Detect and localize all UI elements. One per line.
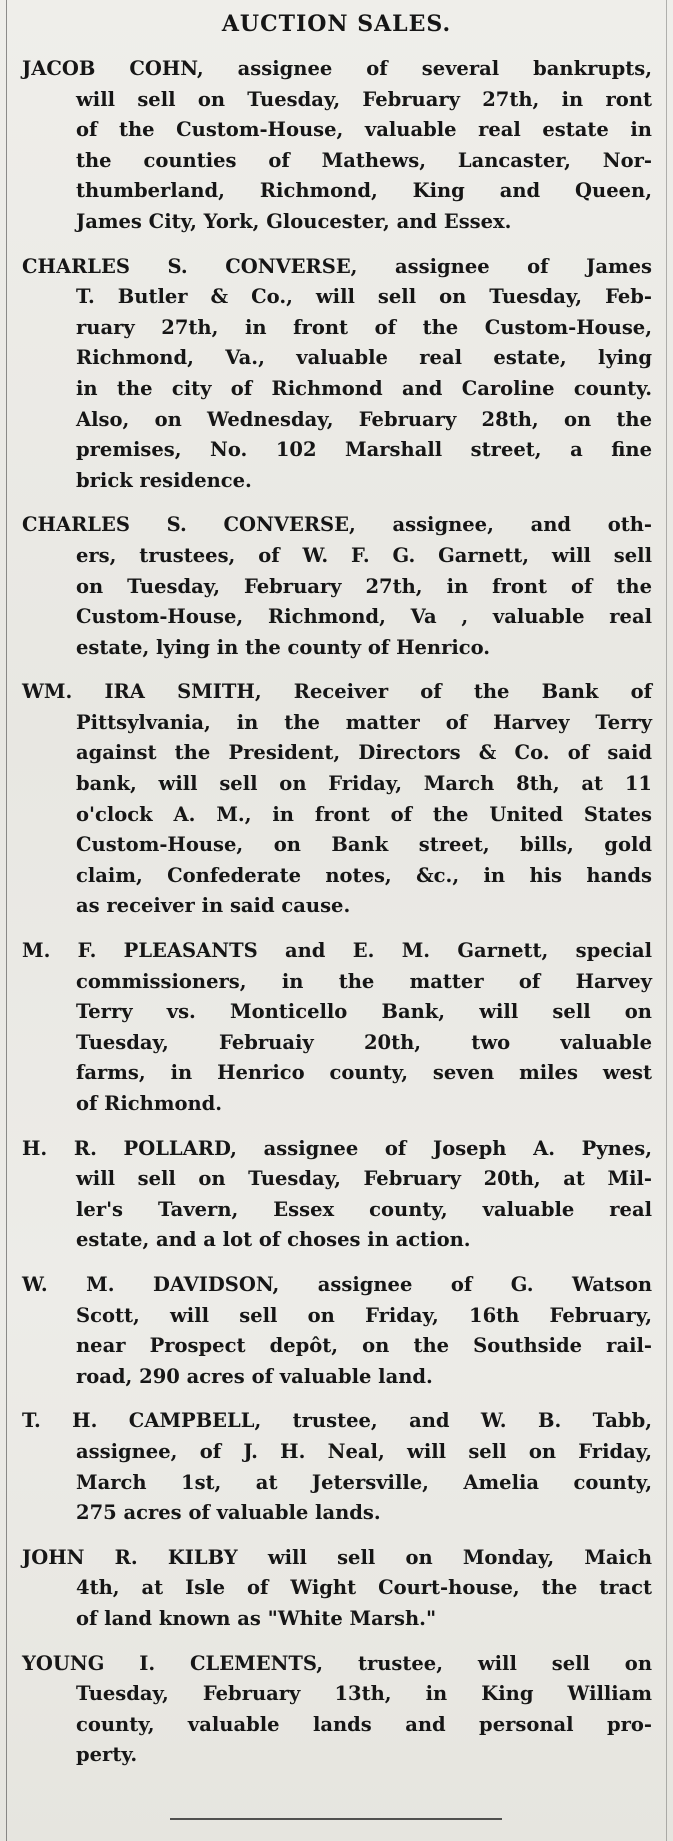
entry-line: assignee, of J. H. Neal, will sell on Friday,	[76, 1439, 652, 1463]
entry-line: Terry vs. Monticello Bank, will sell on	[76, 1000, 652, 1024]
auction-entry	[22, 1543, 652, 1635]
auction-entry	[22, 510, 652, 663]
entry-first-line: CHARLES S. CONVERSE, assignee, and oth-	[22, 513, 652, 537]
column-rule-left	[6, 0, 7, 1841]
entry-line: will sell on Tuesday, February 20th, at Mil-	[76, 1167, 652, 1191]
entry-line: March 1st, at Jetersville, Amelia county,	[76, 1470, 652, 1494]
entry-line: Also, on Wednesday, February 28th, on the	[76, 407, 652, 431]
column-rule-right	[666, 0, 667, 1841]
entry-line: Tuesday, February 13th, in King William	[76, 1682, 652, 1706]
entry-line: Scott, will sell on Friday, 16th February,	[76, 1303, 652, 1327]
entry-line: of Richmond.	[76, 1092, 223, 1115]
entry-first-line: JACOB COHN, assignee of several bankrupts,	[22, 57, 652, 80]
entry-line: will sell on Tuesday, February 27th, in ront	[76, 87, 652, 111]
entry-line: Pittsylvania, in the matter of Harvey Terry	[76, 710, 652, 734]
section-title: AUCTION SALES.	[221, 11, 452, 37]
entry-line: o'clock A. M., in front of the United States	[76, 802, 652, 826]
entry-line: Richmond, Va., valuable real estate, lying	[76, 346, 652, 370]
entry-line: Custom-House, Richmond, Va , valuable real	[76, 605, 652, 629]
entry-first-line: WM. IRA SMITH, Receiver of the Bank of	[22, 680, 652, 704]
entry-line: James City, York, Gloucester, and Essex.	[76, 209, 512, 233]
entry-line: Custom-House, on Bank street, bills, gold	[76, 833, 652, 857]
entry-line: of the Custom-House, valuable real estate in	[76, 118, 652, 142]
entry-first-line: W. M. DAVIDSON, assignee of G. Watson	[22, 1272, 652, 1296]
entry-first-line: JOHN R. KILBY will sell on Monday, Maich	[22, 1545, 652, 1569]
entry-line: 4th, at Isle of Wight Court-house, the tract	[76, 1576, 652, 1600]
entry-line: road, 290 acres of valuable land.	[76, 1364, 433, 1388]
auction-entry	[22, 1649, 652, 1771]
entry-line: the counties of Mathews, Lancaster, Nor-	[76, 148, 652, 172]
auction-entry	[22, 1134, 652, 1256]
entry-line: farms, in Henrico county, seven miles west	[76, 1061, 652, 1085]
entry-line: 275 acres of valuable lands.	[76, 1501, 381, 1525]
auction-entry	[22, 1406, 652, 1528]
entry-line: in the city of Richmond and Caroline county.	[76, 376, 652, 400]
entry-line: perty.	[76, 1743, 138, 1767]
entry-line: ler's Tavern, Essex county, valuable real	[76, 1197, 652, 1221]
entry-first-line: M. F. PLEASANTS and E. M. Garnett, special	[22, 939, 652, 963]
auction-entry	[22, 54, 652, 238]
entry-line: premises, No. 102 Marshall street, a fine	[76, 438, 652, 462]
entry-line: bank, will sell on Friday, March 8th, at 11	[76, 772, 652, 796]
entry-first-line: T. H. CAMPBELL, trustee, and W. B. Tabb,	[22, 1409, 652, 1433]
entry-first-line: YOUNG I. CLEMENTS, trustee, will sell on	[22, 1651, 652, 1675]
entry-line: ers, trustees, of W. F. G. Garnett, will sell	[76, 543, 652, 567]
entry-line: estate, lying in the county of Henrico.	[76, 635, 491, 659]
entry-line: as receiver in said cause.	[76, 894, 351, 918]
entry-line: claim, Confederate notes, &c., in his hands	[76, 863, 652, 887]
entry-line: brick residence.	[76, 468, 252, 492]
auction-entry	[22, 252, 652, 497]
auction-entry	[22, 1270, 652, 1392]
entry-first-line: CHARLES S. CONVERSE, assignee of James	[22, 254, 652, 278]
entry-first-line: H. R. POLLARD, assignee of Joseph A. Pynes,	[22, 1136, 652, 1160]
entry-line: commissioners, in the matter of Harvey	[76, 969, 652, 993]
entry-line: county, valuable lands and personal pro-	[76, 1712, 652, 1736]
entry-line: on Tuesday, February 27th, in front of the	[76, 574, 652, 598]
entry-line: ruary 27th, in front of the Custom-House,	[76, 315, 652, 339]
auction-entry	[22, 936, 652, 1120]
auction-listings	[22, 54, 652, 1785]
entry-line: Tuesday, Februaiy 20th, two valuable	[76, 1030, 652, 1054]
bottom-rule	[170, 1818, 502, 1820]
entry-line: estate, and a lot of choses in action.	[76, 1228, 471, 1252]
entry-line: of land known as "White Marsh."	[76, 1606, 437, 1630]
entry-line: thumberland, Richmond, King and Queen,	[76, 179, 652, 203]
entry-line: T. Butler & Co., will sell on Tuesday, Feb-	[76, 285, 652, 309]
entry-line: against the President, Directors & Co. of said	[76, 741, 652, 765]
auction-entry	[22, 677, 652, 922]
entry-line: near Prospect depôt, on the Southside rail-	[76, 1334, 652, 1358]
